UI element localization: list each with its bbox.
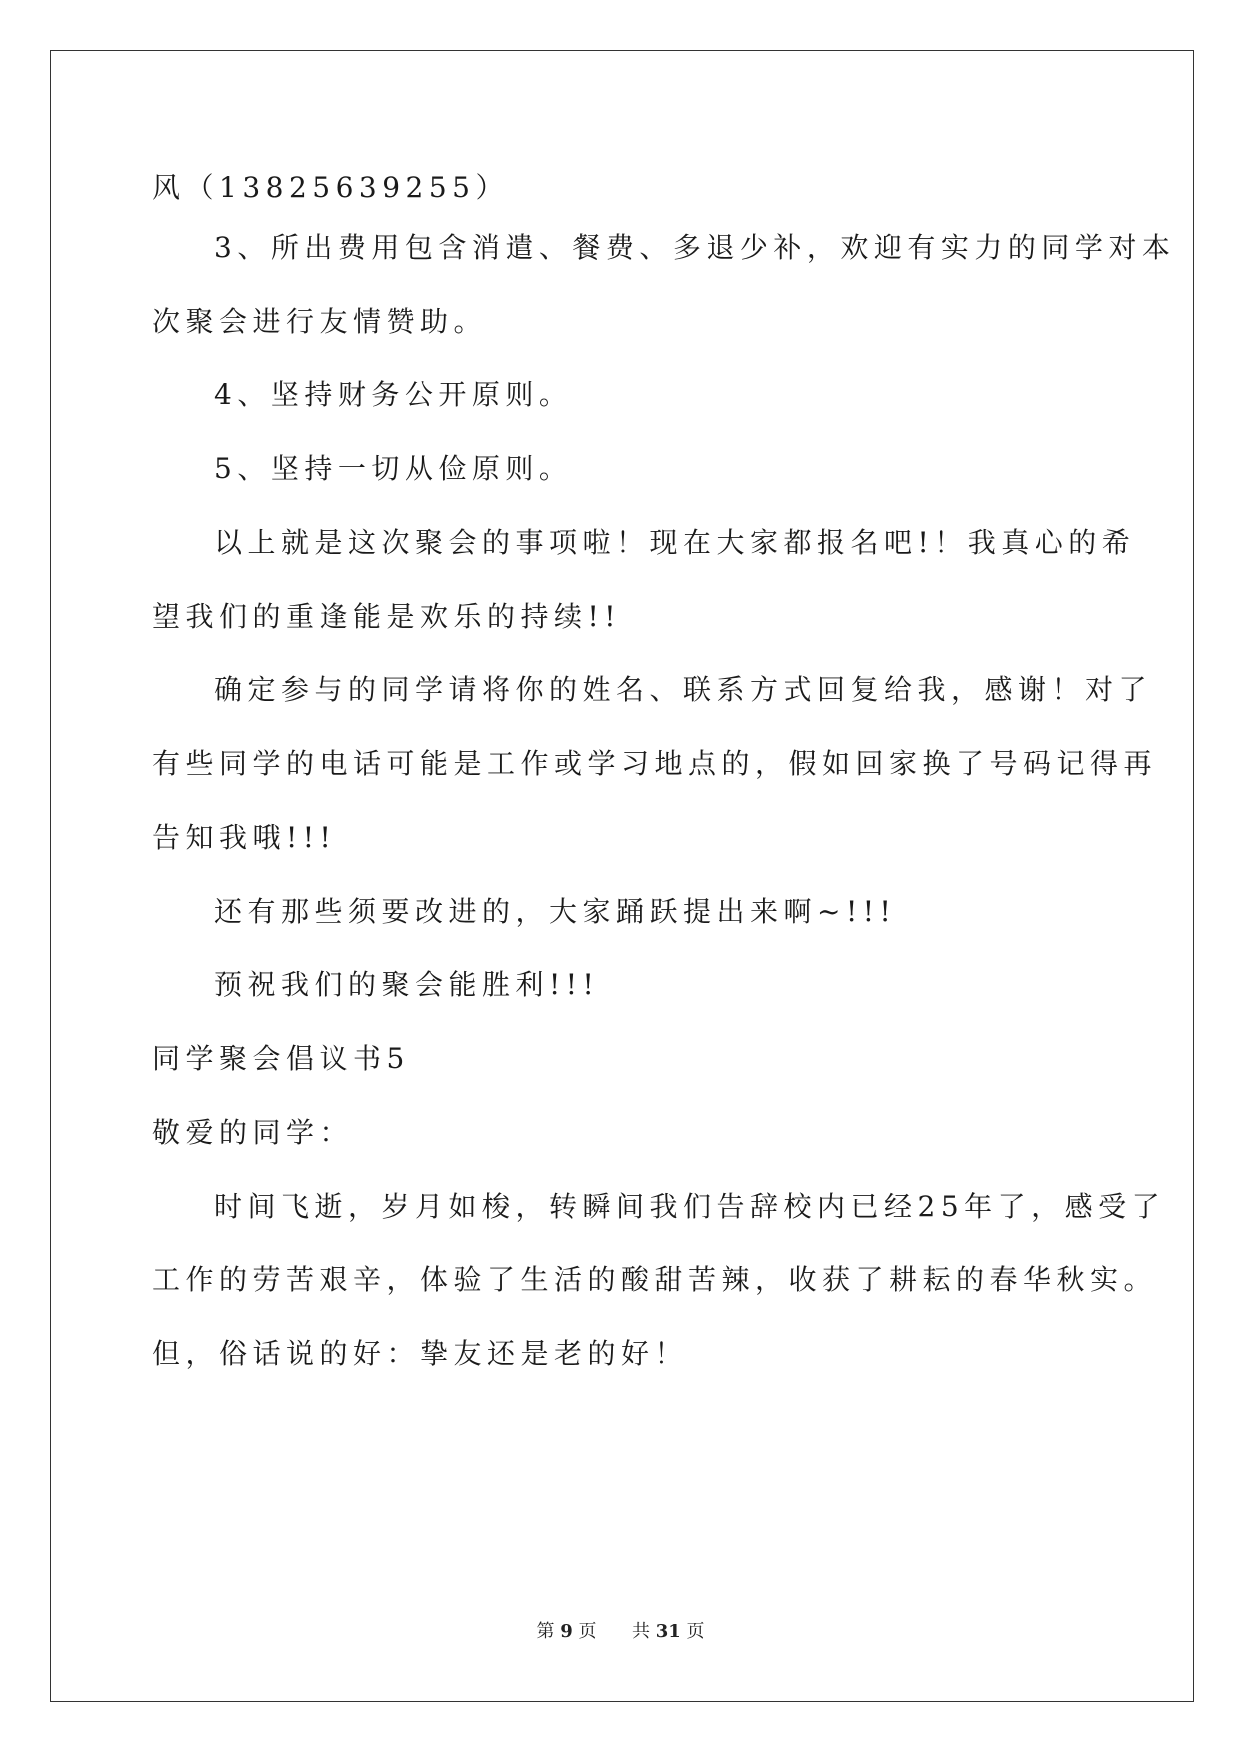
text-line: 时间飞逝，岁月如梭，转瞬间我们告辞校内已经25年了，感受了 [214,1190,1166,1223]
current-page-number: 9 [560,1621,573,1642]
text-line: 但，俗话说的好：挚友还是老的好！ [152,1337,689,1370]
text-line: 预祝我们的聚会能胜利!!! [214,968,600,1001]
text-line: 工作的劳苦艰辛，体验了生活的酸甜苦辣，收获了耕耘的春华秋实。 [152,1263,1158,1296]
salutation: 敬爱的同学： [152,1116,354,1149]
text-line: 告知我哦!!! [152,821,337,854]
text-line: 有些同学的电话可能是工作或学习地点的，假如回家换了号码记得再 [152,747,1158,780]
text-line: 确定参与的同学请将你的姓名、联系方式回复给我，感谢！对了 [214,673,1153,706]
text-line: 次聚会进行友情赞助。 [152,305,488,338]
page-footer [0,1620,1241,1644]
text-line: 以上就是这次聚会的事项啦！现在大家都报名吧!！我真心的希 [214,526,1136,559]
text-line: 3、所出费用包含消遣、餐费、多退少补，欢迎有实力的同学对本 [214,231,1176,264]
footer-total-suffix: 页 [686,1621,705,1642]
total-pages-number: 31 [655,1621,681,1642]
section-heading: 同学聚会倡议书5 [152,1042,410,1075]
text-line: 还有那些须要改进的，大家踊跃提出来啊~!!! [214,895,897,928]
text-line: 4、坚持财务公开原则。 [214,378,573,411]
text-line: 风（13825639255） [152,171,509,204]
footer-prefix: 第 [536,1621,555,1642]
text-line: 5、坚持一切从俭原则。 [214,452,573,485]
page-border [50,50,1194,1702]
text-line: 望我们的重逢能是欢乐的持续!! [152,600,622,633]
footer-total-prefix: 共 [631,1621,650,1642]
footer-page-suffix: 页 [578,1621,597,1642]
